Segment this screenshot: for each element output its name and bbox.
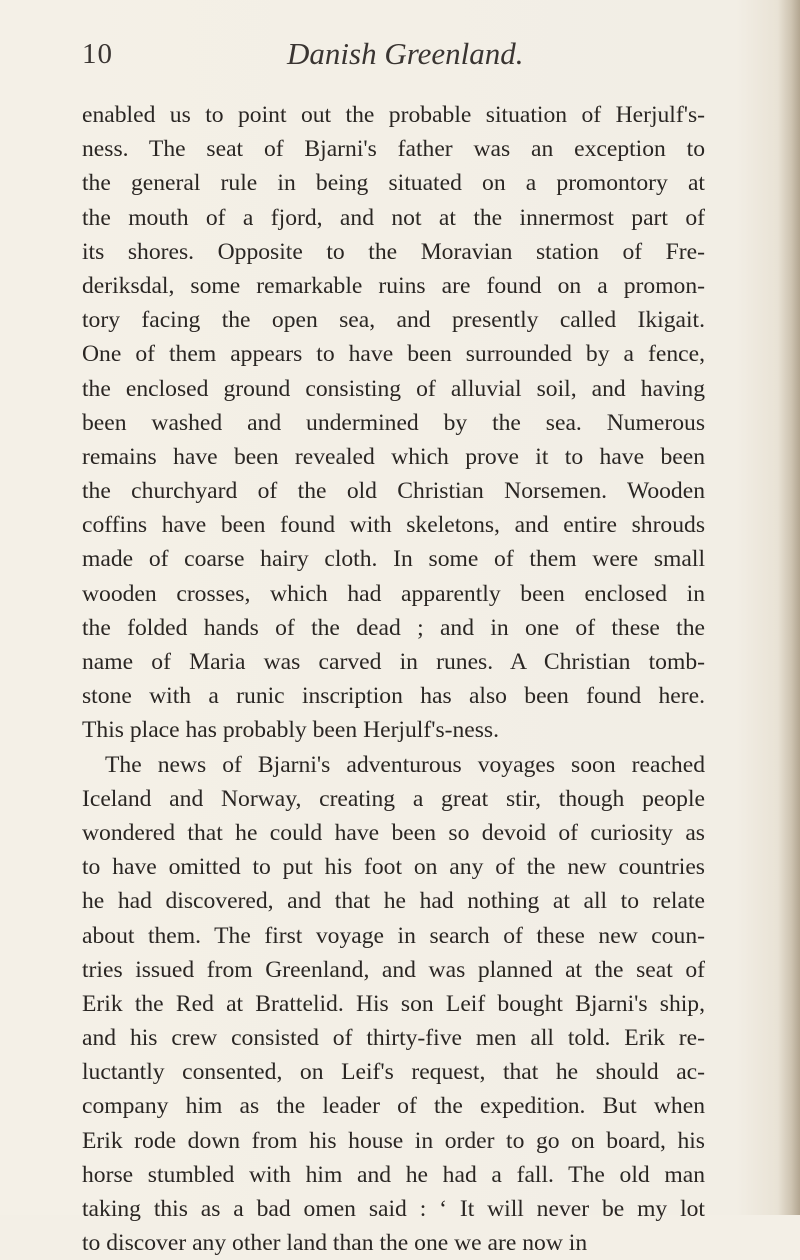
text-line: the enclosed ground consisting of alluvial soil, and having [82, 375, 705, 402]
text-line: Iceland and Norway, creating a great stir, though people [82, 785, 705, 812]
text-line: the folded hands of the dead ; and in one of these the [82, 614, 705, 641]
text-line: Erik rode down from his house in order to go on board, his [82, 1127, 705, 1154]
text-line: the mouth of a fjord, and not at the innermost part of [82, 204, 705, 231]
text-line: remains have been revealed which prove it to have been [82, 443, 705, 470]
text-line: he had discovered, and that he had nothing at all to relate [82, 888, 705, 915]
text-line: ness. The seat of Bjarni's father was an exception to [82, 136, 705, 163]
text-line: to have omitted to put his foot on any of the new countries [82, 854, 705, 881]
text-line: One of them appears to have been surrounded by a fence, [82, 341, 705, 368]
text-line: horse stumbled with him and he had a fall. The old man [82, 1161, 705, 1188]
text-line: name of Maria was carved in runes. A Christian tomb- [82, 649, 705, 675]
text-line: wondered that he could have been so devoid of curiosity as [82, 819, 705, 846]
text-line: The news of Bjarni's adventurous voyages soon reached [105, 751, 705, 778]
text-line: tries issued from Greenland, and was planned at the seat of [82, 956, 705, 983]
text-line: This place has probably been Herjulf's-ness. [82, 717, 500, 744]
text-line: enabled us to point out the probable situation of Herjulf's- [82, 102, 705, 128]
text-line: the general rule in being situated on a promontory at [82, 170, 705, 197]
text-line: its shores. Opposite to the Moravian station of Fre- [82, 238, 705, 265]
text-line: been washed and undermined by the sea. Numerous [82, 409, 705, 436]
text-line: to discover any other land than the one we are now in [82, 1230, 588, 1257]
text-line: tory facing the open sea, and presently called Ikigait. [82, 307, 705, 334]
text-line: Erik the Red at Brattelid. His son Leif bought Bjarni's ship, [82, 990, 705, 1017]
text-line: luctantly consented, on Leif's request, that he should ac- [82, 1059, 705, 1086]
text-line: deriksdal, some remarkable ruins are found on a promon- [82, 272, 705, 299]
text-line: wooden crosses, which had apparently been enclosed in [82, 580, 705, 607]
text-line: stone with a runic inscription has also been found here. [82, 683, 705, 710]
page-edge-shadow [778, 0, 800, 1215]
text-line: the churchyard of the old Christian Norsemen. Wooden [82, 478, 705, 505]
text-line: company him as the leader of the expedition. But when [82, 1093, 705, 1120]
page-header [82, 38, 702, 78]
text-line: made of coarse hairy cloth. In some of them were small [82, 546, 705, 573]
page-number: 10 [82, 38, 113, 70]
text-line: coffins have been found with skeletons, and entire shrouds [82, 512, 705, 539]
text-line: about them. The first voyage in search of these new coun- [82, 922, 705, 949]
text-line: and his crew consisted of thirty-five men all told. Erik re- [82, 1025, 705, 1052]
text-line: taking this as a bad omen said : ‘ It will never be my lot [82, 1196, 705, 1222]
body-text [82, 98, 705, 1260]
running-title: Danish Greenland. [287, 36, 524, 71]
